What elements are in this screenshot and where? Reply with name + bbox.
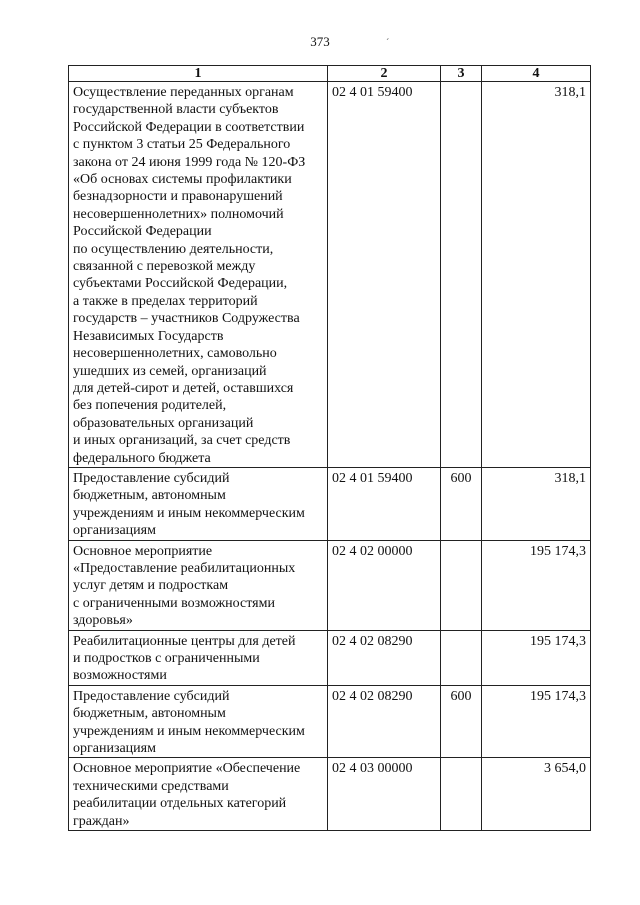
table-row — [69, 540, 591, 630]
row-code: 02 4 02 00000 — [328, 540, 441, 630]
row-name: Предоставление субсидий бюджетным, автономным учреждениям и иным некоммерческим организациям — [69, 685, 328, 758]
row-type: 600 — [441, 467, 482, 540]
row-code: 02 4 01 59400 — [328, 467, 441, 540]
column-header-2: 2 — [328, 66, 441, 82]
row-name: Реабилитационные центры для детей и подростков с ограниченными возможностями — [69, 630, 328, 685]
row-name: Осуществление переданных органам государственной власти субъектов Российской Федерации в соответствии с пунктом 3 статьи 25 Федерального закона от 24 июня 1999 года № 120-ФЗ «Об основах системы профилактики безнадзорности и правонарушений несовершеннолетних» полномочий Российской Федерации по осуществлению деятельности, связанной с перевозкой между субъектами Российской Федерации, а также в пределах территорий государств – участников Содружества Независимых Государств несовершеннолетних, самовольно ушедших из семей, организаций для детей-сирот и детей, оставшихся без попечения родителей, образовательных организаций и иных организаций, за счет средств федерального бюджета — [69, 82, 328, 468]
page-mark: ˊ — [386, 38, 390, 49]
row-amount: 318,1 — [482, 82, 591, 468]
row-code: 02 4 03 00000 — [328, 758, 441, 831]
page-number: 373 — [310, 34, 330, 49]
row-type — [441, 82, 482, 468]
row-name: Основное мероприятие «Обеспечение техническими средствами реабилитации отдельных категорий граждан» — [69, 758, 328, 831]
row-type: 600 — [441, 685, 482, 758]
column-header-3: 3 — [441, 66, 482, 82]
table-row — [69, 467, 591, 540]
row-amount: 195 174,3 — [482, 630, 591, 685]
row-code: 02 4 02 08290 — [328, 685, 441, 758]
row-name: Основное мероприятие «Предоставление реабилитационных услуг детям и подросткам с ограниченными возможностями здоровья» — [69, 540, 328, 630]
row-amount: 195 174,3 — [482, 540, 591, 630]
row-type — [441, 540, 482, 630]
row-type — [441, 758, 482, 831]
budget-table — [68, 65, 591, 831]
row-amount: 318,1 — [482, 467, 591, 540]
column-header-4: 4 — [482, 66, 591, 82]
table-row — [69, 685, 591, 758]
row-amount: 3 654,0 — [482, 758, 591, 831]
row-name: Предоставление субсидий бюджетным, автономным учреждениям и иным некоммерческим организациям — [69, 467, 328, 540]
table-header-row — [69, 66, 591, 82]
table-row — [69, 630, 591, 685]
column-header-1: 1 — [69, 66, 328, 82]
table-row — [69, 82, 591, 468]
row-code: 02 4 01 59400 — [328, 82, 441, 468]
row-type — [441, 630, 482, 685]
row-code: 02 4 02 08290 — [328, 630, 441, 685]
table-row — [69, 758, 591, 831]
row-amount: 195 174,3 — [482, 685, 591, 758]
